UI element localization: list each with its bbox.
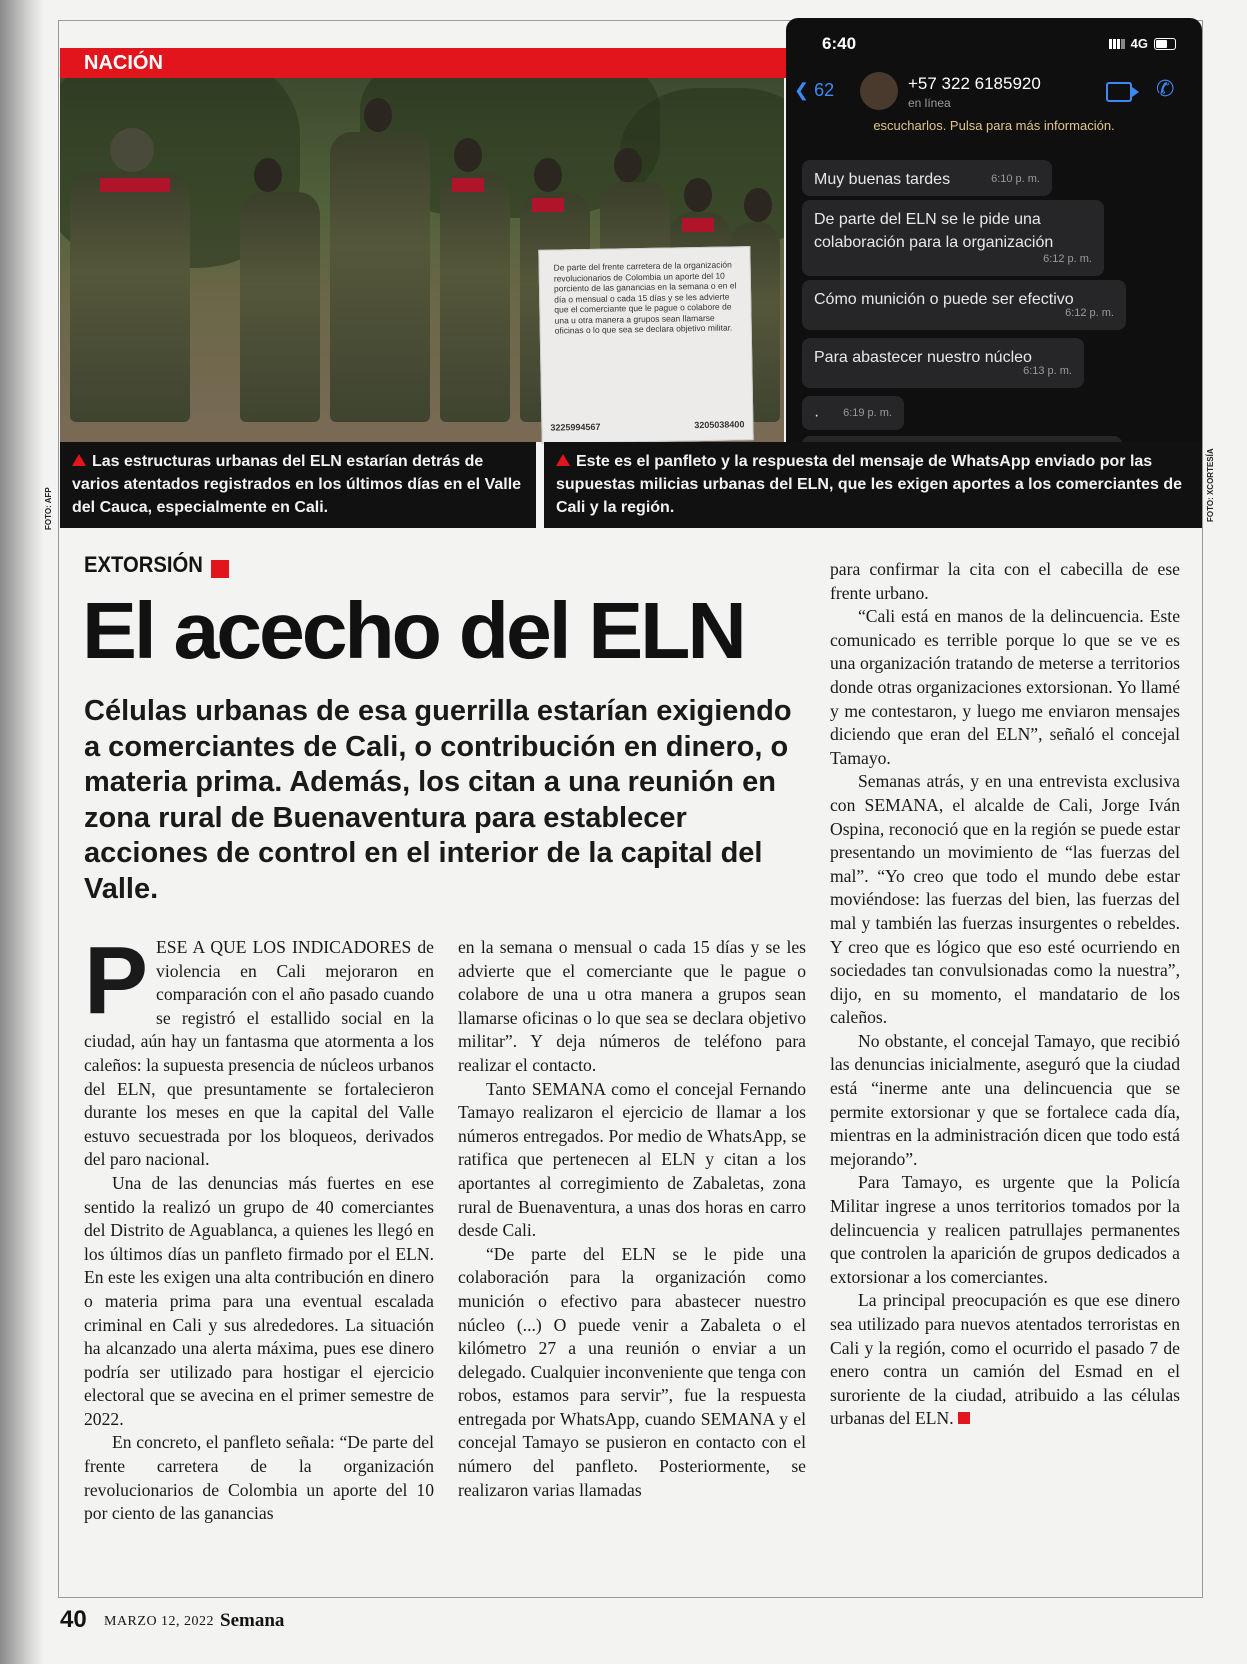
- end-mark: [958, 1412, 970, 1424]
- message-time: 6:12 p. m.: [1043, 253, 1092, 265]
- photo-credit-right: FOTO: XCORTESÍA: [1206, 448, 1215, 522]
- issue-date: MARZO 12, 2022: [104, 1614, 215, 1629]
- pamphlet-phone-numbers: [550, 419, 744, 433]
- caption-right: [544, 442, 1202, 528]
- paragraph-text: La principal preocupación es que ese dinero sea utilizado para nuevos atentados terroristas en Cali y la región, como el ocurrido el pasado 7 de enero contra un camión del Esmad en el suroriente de la ciudad, atribuido a las células urbanas del ELN.: [830, 1290, 1180, 1429]
- pamphlet-phone-1: 3225994567: [550, 421, 601, 433]
- paragraph: “De parte del ELN se le pide una colaboración para la organización como munición o efectivo para abastecer nuestro núcleo (...) O puede venir a Zabaleta o el kilómetro 27 a una reunión o enviar a un delegado. Cualquier inconveniente que tenga con robos, estamos para servir”, fue la respuesta entregada por WhatsApp, cuando SEMANA y el concejal Tamayo se pusieron en contacto con el número del panfleto. Posteriormente, se realizaron varias llamadas: [458, 1243, 806, 1500]
- paragraph: En concreto, el panfleto señala: “De parte del frente carretera de la organización revolucionarios de Colombia un aporte del 10 por ciento de las ganancias: [84, 1432, 434, 1524]
- back-count: 62: [814, 80, 835, 100]
- message-bubble: [802, 338, 1084, 388]
- photo-credit-left: FOTO: AFP: [44, 487, 53, 530]
- paragraph: Tanto SEMANA como el concejal Fernando Tamayo realizaron el ejercicio de llamar a los números entregados. Por medio de WhatsApp, se ratifica que pertenecen al ELN y citan a los aportantes al corregimiento de Zabaletas, zona rural de Buenaventura, a unas dos horas en carro desde Cali.: [458, 1078, 806, 1241]
- magazine-name: Semana: [220, 1610, 285, 1631]
- avatar[interactable]: [860, 72, 898, 110]
- paragraph: para confirmar la cita con el cabecilla de ese frente urbano.: [830, 559, 1180, 603]
- article-column-2: [458, 936, 806, 1576]
- encryption-notice[interactable]: escucharlos. Pulsa para más información.: [873, 118, 1115, 133]
- message-bubble: [802, 280, 1126, 330]
- pamphlet-phone-2: 3205038400: [694, 418, 745, 430]
- page-number: 40: [60, 1606, 87, 1633]
- triangle-icon: [72, 454, 86, 466]
- kicker-square: [211, 560, 229, 578]
- contact-status: en línea: [908, 96, 951, 110]
- caption-left-text: Las estructuras urbanas del ELN estarían detrás de varios atentados registrados en los últimos días en el Valle del Cauca, especialmente en Cali.: [72, 453, 522, 516]
- paragraph: “Cali está en manos de la delincuencia. Este comunicado es terrible porque lo que se ve es una organización tratando de meterse a territorios donde otras organizaciones extorsionan. Yo llamé y me contestaron, y luego me enviaron mensajes diciendo que eran del ELN”, señaló el concejal Tamayo.: [830, 606, 1180, 768]
- message-text: Muy buenas tardes: [814, 171, 951, 188]
- signal-icon: [1109, 39, 1125, 49]
- contact-number[interactable]: +57 322 6185920: [908, 74, 1041, 93]
- section-tag: NACIÓN: [60, 48, 790, 78]
- message-bubble: [802, 200, 1104, 276]
- message-bubble: [802, 160, 1052, 196]
- network-label: 4G: [1130, 36, 1148, 51]
- message-time: 6:19 p. m.: [843, 407, 892, 419]
- status-indicators: [1109, 36, 1176, 51]
- article-column-1: [84, 936, 434, 1576]
- paragraph: No obstante, el concejal Tamayo, que recibió las denuncias inicialmente, aseguró que la ciudad está “inerme ante una delincuencia que se permite extorsionar y que se fortalece cada día, mientras en la administración dicen que todo está mejorando”.: [830, 1030, 1180, 1169]
- caption-right-text: Este es el panfleto y la respuesta del mensaje de WhatsApp enviado por las supuestas milicias urbanas del ELN, que les exigen aportes a los comerciantes de Cali y la región.: [556, 453, 1183, 516]
- page-spine-shadow: [0, 0, 44, 1664]
- video-call-icon[interactable]: [1106, 82, 1132, 102]
- deck: Células urbanas de esa guerrilla estarían exigiendo a comerciantes de Cali, o contribución en dinero, o materia prima. Además, los citan a una reunión en zona rural de Buenaventura para establecer acciones de control en el interior de la capital del Valle.: [84, 695, 792, 905]
- pamphlet-text: De parte del frente carretera de la organización revolucionarios de Colombia un aporte del 10 porciento de las ganancias en la semana o en el día o mensual o cada 15 días y se les advierte que el comerciante que le pague o colabore de una u otra manera a grupos sean llamarse oficinas o lo que sea se declara objetivo militar.: [553, 259, 737, 336]
- message-time: 6:12 p. m.: [1065, 307, 1114, 319]
- phone-call-icon[interactable]: ✆: [1156, 76, 1175, 101]
- back-button[interactable]: [794, 80, 834, 101]
- pamphlet-photo: [538, 246, 753, 444]
- message-text: ·: [814, 407, 820, 424]
- triangle-icon: [556, 454, 570, 466]
- message-time: 6:13 p. m.: [1023, 365, 1072, 377]
- caption-left: [60, 442, 536, 528]
- whatsapp-screenshot: [786, 18, 1202, 442]
- message-text: Cómo munición o puede ser efectivo: [814, 291, 1074, 308]
- paragraph: en la semana o mensual o cada 15 días y se les advierte que el comerciante que le pague o colabore de una u otra manera a grupos sean llamarse oficinas o lo que sea se declara objetivo militar”. Y deja números de teléfono para realizar el contacto.: [458, 937, 806, 1075]
- paragraph: Una de las denuncias más fuertes en ese sentido la realizó un grupo de 40 comerciantes del Distrito de Aguablanca, a quienes les llegó en los últimos días un panfleto firmado por el ELN. En este les exigen una alta contribución en dinero o materia prima para una eventual escalada criminal en Cali y sus alrededores. La situación ha alcanzado una alerta máxima, pues ese dinero podría ser utilizado para hostigar el ejercicio electoral que se avecina en el primer semestre de 2022.: [84, 1172, 434, 1429]
- status-time: 6:40: [822, 34, 857, 53]
- drop-cap: P: [84, 936, 149, 1034]
- paragraph: Para Tamayo, es urgente que la Policía Militar ingrese a unos territorios tomados por la delincuencia y realicen patrullajes permanentes que controlen la aparición de grupos dedicados a extorsionar a los comerciantes.: [830, 1172, 1180, 1287]
- paragraph: ESE A QUE LOS INDICADORES de violencia en Cali mejoraron en comparación con el año pasado cuando se registró el estallido social en la ciudad, aún hay un fantasma que atormenta a los caleños: la supuesta presencia de núcleos urbanos del ELN, que presuntamente se fortalecieron durante los meses en que la capital del Valle estuvo secuestrada por los bloqueos, derivados del paro nacional.: [84, 937, 434, 1170]
- chevron-left-icon: ❮: [794, 80, 810, 100]
- battery-icon: [1154, 38, 1176, 50]
- message-time: 6:10 p. m.: [991, 173, 1040, 185]
- headline: El acecho del ELN: [82, 586, 744, 675]
- paragraph: [830, 1289, 1180, 1431]
- message-text: Para abastecer nuestro núcleo: [814, 349, 1032, 366]
- message-text: De parte del ELN se le pide una colaboración para la organización: [814, 211, 1054, 251]
- article-column-3: [830, 558, 1180, 1582]
- kicker: EXTORSIÓN: [84, 552, 203, 577]
- message-bubble: [802, 396, 904, 430]
- paragraph: Semanas atrás, y en una entrevista exclusiva con SEMANA, el alcalde de Cali, Jorge Iván Ospina, reconoció que en la región se puede estar presentando un movimiento de “las fuerzas del mal”. “Yo creo que todo el mundo debe estar moviéndose: las fuerzas del bien, las fuerzas del mal y también las fuerzas insurgentes o rebeldes. Y creo que es lógico que eso esté ocurriendo en sociedades tan convulsionadas como la nuestra”, dijo, en su momento, el mandatario de los caleños.: [830, 771, 1180, 1028]
